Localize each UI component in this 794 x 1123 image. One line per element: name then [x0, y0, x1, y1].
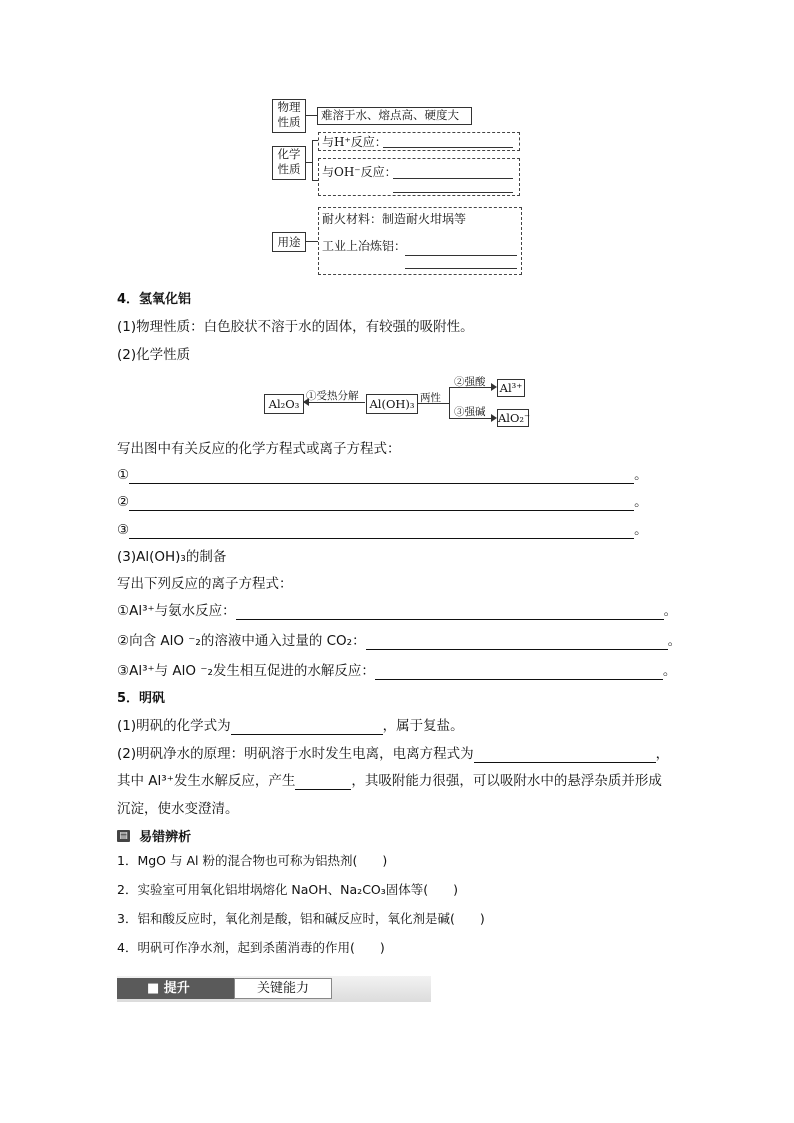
aloh3-box: [366, 394, 418, 414]
banner-right-label: 关键能力: [256, 981, 309, 996]
prep3-blank[interactable]: [375, 665, 663, 680]
prep-line-1: [117, 602, 677, 620]
prep1-end: 。: [663, 603, 678, 619]
answer-line-1: [117, 466, 648, 484]
prep3-end: 。: [662, 663, 677, 679]
sec5-p1: [117, 717, 464, 735]
answer-marker-1: ①: [117, 467, 130, 483]
physical-label-line1: 物理: [277, 100, 301, 114]
banner-left-label: ■ 提升: [147, 981, 190, 996]
amphoteric-label: 两性: [420, 392, 441, 404]
physical-label-line2: 性质: [277, 115, 301, 129]
prep-line-2: [117, 632, 681, 650]
prep2-end: 。: [667, 633, 682, 649]
sec5-p4: 沉淀，使水变澄清。: [117, 801, 239, 817]
sec5-p2b: ，: [655, 746, 670, 762]
usage-fire: 耐火材料：制造耐火坩埚等: [322, 212, 467, 226]
sec4-p2: (2)化学性质: [117, 347, 191, 363]
oh-reaction-blank-2[interactable]: [393, 192, 513, 193]
acid-label: ②强酸: [454, 376, 486, 388]
chemical-label-line2: 性质: [277, 162, 301, 176]
answer-end-3: 。: [634, 522, 648, 538]
section-banner: [117, 976, 431, 1002]
answer-blank-3[interactable]: [129, 524, 634, 539]
answer-blank-1[interactable]: [129, 469, 634, 484]
al2o3-label: Al₂O₃: [268, 397, 300, 411]
chemical-label-box: [272, 146, 306, 180]
answer-blank-2[interactable]: [129, 496, 634, 511]
sec4-p1: (1)物理性质：白色胶状不溶于水的固体，有较强的吸附性。: [117, 319, 474, 335]
al3-box: [497, 379, 525, 397]
sec4-heading: 4．氢氧化铝: [117, 292, 192, 307]
formula-blank[interactable]: [231, 720, 383, 735]
oh-reaction-label: 与OH⁻反应：: [322, 165, 397, 179]
base-label: ③强碱: [454, 406, 486, 418]
prep3-label: ③Al³⁺与 AlO ⁻₂发生相互促进的水解反应：: [117, 663, 375, 679]
usage-industry: 工业上冶炼铝：: [322, 239, 407, 253]
error-icon: ▤: [117, 830, 130, 842]
h-reaction-label: 与H⁺反应：: [322, 135, 387, 149]
h-reaction-blank[interactable]: [383, 147, 513, 148]
sec5-heading: 5．明矾: [117, 691, 166, 706]
sec4-prompt: 写出图中有关反应的化学方程式或离子方程式：: [117, 441, 401, 457]
product-blank[interactable]: [295, 775, 351, 790]
answer-line-3: [117, 521, 648, 539]
prep2-label: ②向含 AlO ⁻₂的溶液中通入过量的 CO₂：: [117, 633, 366, 649]
sec5-p2a: (2)明矾净水的原理：明矾溶于水时发生电离，电离方程式为: [117, 746, 474, 762]
answer-marker-3: ③: [117, 522, 130, 538]
usage-label: 用途: [277, 235, 301, 249]
oh-reaction-blank-1[interactable]: [393, 178, 513, 179]
error-item-2: 2．实验室可用氧化铝坩埚熔化 NaOH、Na₂CO₃固体等( ): [117, 882, 459, 897]
arrow1-head: [303, 398, 309, 406]
error-analysis-header: [117, 825, 191, 845]
arrow1-label: ①受热分解: [306, 390, 359, 402]
prep1-label: ①Al³⁺与氨水反应：: [117, 603, 236, 619]
sec5-p1a: (1)明矾的化学式为: [117, 718, 231, 734]
sec5-p1b: ，属于复盐。: [382, 718, 464, 734]
al3-label: Al³⁺: [499, 381, 523, 395]
banner-left: [117, 978, 234, 999]
error-item-3: 3．铝和酸反应时，氧化剂是酸，铝和碱反应时，氧化剂是碱( ): [117, 911, 485, 926]
usage-blank-1[interactable]: [405, 255, 517, 256]
answer-marker-2: ②: [117, 494, 130, 510]
error-analysis-title: 易错辨析: [139, 830, 192, 845]
sec4-p3: (3)Al(OH)₃的制备: [117, 549, 227, 565]
physical-desc: 难溶于水、熔点高、硬度大: [321, 108, 459, 122]
error-item-1: 1．MgO 与 Al 粉的混合物也可称为铝热剂( ): [117, 853, 388, 868]
usage-label-box: [272, 232, 306, 252]
sec5-p3: [117, 772, 662, 790]
alo2-box: [497, 409, 529, 427]
sec5-p3a: 其中 Al³⁺发生水解反应，产生: [117, 773, 296, 789]
ionization-blank[interactable]: [474, 748, 656, 763]
al2o3-box: [264, 394, 304, 414]
answer-end-1: 。: [634, 467, 648, 483]
answer-line-2: [117, 493, 648, 511]
usage-blank-2[interactable]: [405, 268, 517, 269]
sec4-prompt2: 写出下列反应的离子方程式：: [117, 576, 293, 592]
alo2-label: AlO₂⁻: [498, 411, 531, 425]
prep1-blank[interactable]: [236, 605, 664, 620]
error-item-4: 4．明矾可作净水剂，起到杀菌消毒的作用( ): [117, 940, 385, 955]
sec5-p2: [117, 745, 669, 763]
banner-right: [234, 978, 332, 999]
physical-desc-box: [317, 107, 472, 125]
prep-line-3: [117, 662, 676, 680]
sec5-p3b: ，其吸附能力很强，可以吸附水中的悬浮杂质并形成: [351, 773, 662, 789]
aloh3-label: Al(OH)₃: [369, 397, 415, 411]
chemical-label-line1: 化学: [277, 147, 301, 161]
physical-label-box: [272, 99, 306, 133]
answer-end-2: 。: [634, 494, 648, 510]
prep2-blank[interactable]: [366, 635, 668, 650]
